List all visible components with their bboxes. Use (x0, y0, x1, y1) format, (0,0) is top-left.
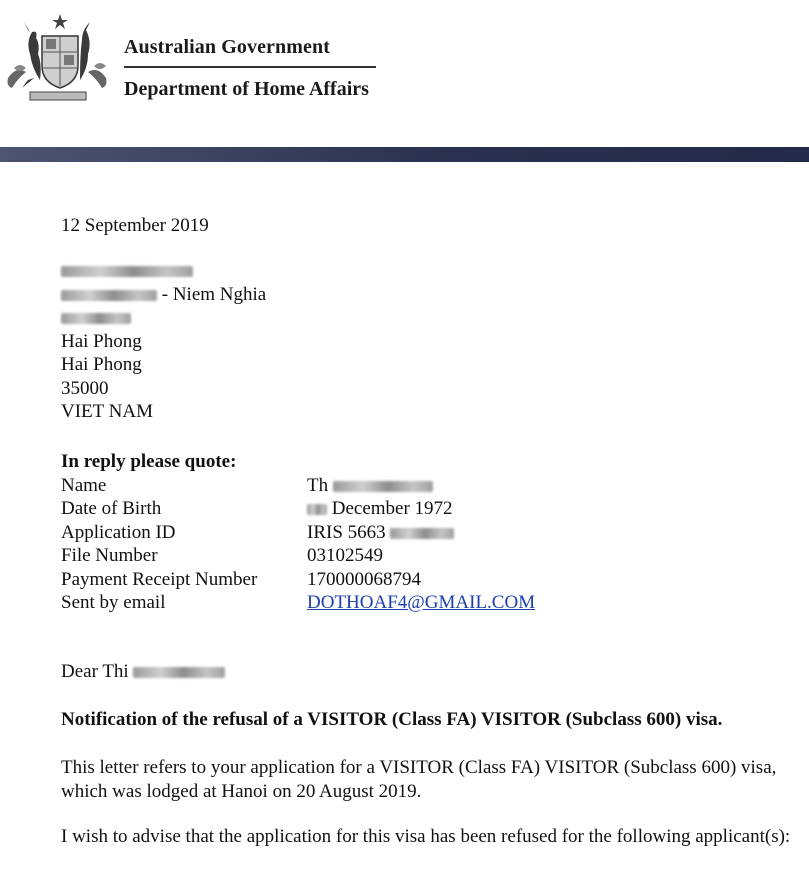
reply-quote-block (61, 450, 536, 615)
address-street-visible: - Niem Nghia (161, 283, 267, 305)
quote-row-sent-by-email: Sent by email DOTHOAF4@GMAIL.COM (61, 592, 536, 613)
salutation-text: Dear Thi (61, 661, 129, 682)
redacted-dob-day (307, 504, 327, 515)
payment-receipt-value: 170000068794 (307, 568, 421, 590)
address-line-name (61, 259, 266, 283)
quote-row-dob: Date of Birth December 1972 (61, 498, 453, 519)
quote-row-file-number: File Number 03102549 (61, 545, 383, 566)
paragraph-refusal-advice: I wish to advise that the application for this visa has been refused for the following applicant(s): (61, 826, 791, 847)
government-title: Australian Government (124, 36, 330, 58)
header-divider (124, 66, 376, 68)
address-line-ward (61, 306, 266, 330)
address-line-country: VIET NAM (61, 401, 154, 422)
quote-row-application-id: Application ID IRIS 5663 (61, 521, 236, 545)
redacted-application-id (390, 528, 454, 539)
redacted-salutation-name (133, 667, 225, 678)
recipient-address (61, 259, 266, 424)
redacted-name (61, 266, 193, 277)
redacted-name-value (333, 481, 433, 492)
address-line-street (61, 283, 266, 307)
department-title: Department of Home Affairs (124, 78, 369, 100)
application-id-value: IRIS 5663 (307, 521, 386, 543)
quote-row-payment-receipt: Payment Receipt Number 170000068794 (61, 568, 421, 590)
refusal-notice-heading: Notification of the refusal of a VISITOR (Class FA) VISITOR (Subclass 600) visa. (61, 709, 723, 730)
name-value: Th (307, 474, 329, 496)
coat-of-arms-logo (2, 8, 112, 106)
email-link[interactable]: DOTHOAF4@GMAIL.COM (307, 592, 536, 613)
letter-date: 12 September 2019 (61, 215, 209, 236)
quote-row-name: Name Th (61, 474, 236, 498)
salutation (61, 660, 225, 684)
address-line-city: Hai Phong (61, 330, 142, 352)
paragraph-application-reference: This letter refers to your application for a VISITOR (Class FA) VISITOR (Subclass 600) visa, which was lodged at Hanoi on 20 August 2019. (61, 757, 777, 802)
file-number-value: 03102549 (307, 545, 383, 566)
address-line-postcode: 35000 (61, 377, 109, 399)
redacted-ward (61, 313, 131, 324)
redacted-street (61, 290, 157, 301)
dob-value: December 1972 (331, 498, 453, 519)
address-line-province: Hai Phong (61, 354, 142, 375)
header-band (0, 147, 809, 162)
quote-heading: In reply please quote: (61, 451, 237, 472)
